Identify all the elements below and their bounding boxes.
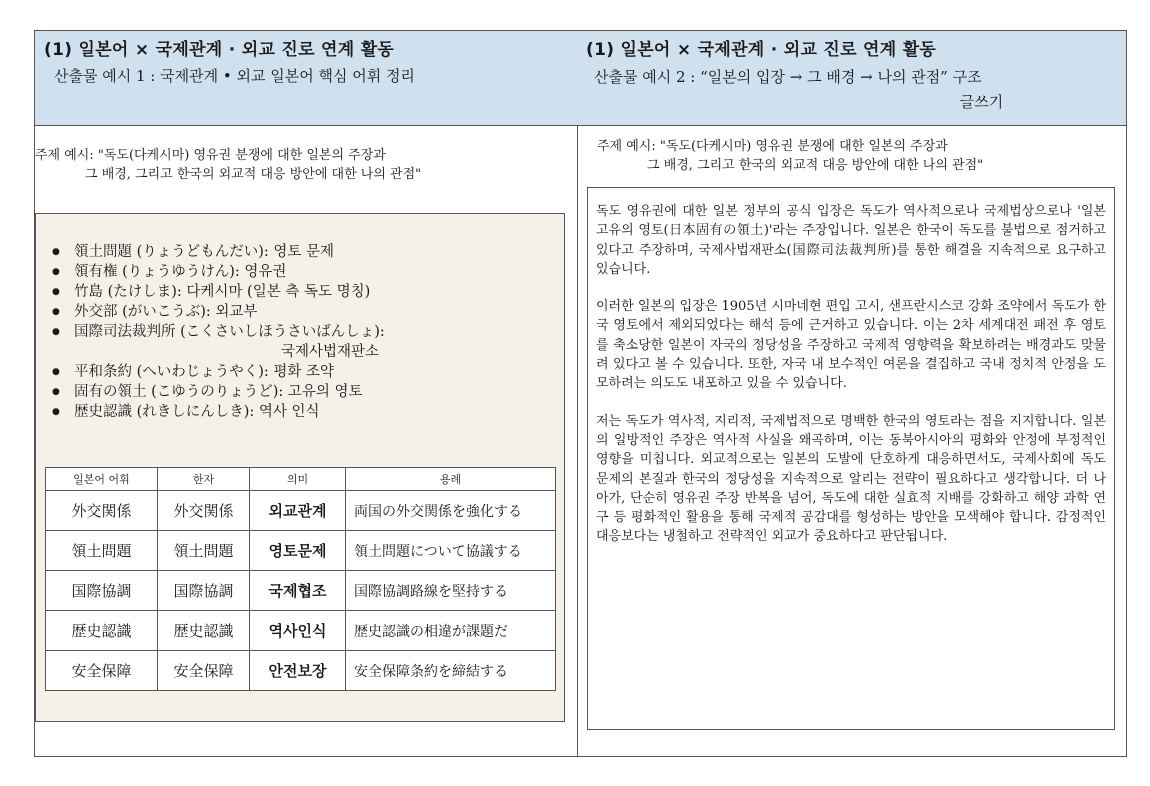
vocab-item: ● 固有の領土 (こゆうのりょうど): 고유의 영토 (52, 382, 385, 402)
table-row (46, 531, 556, 571)
right-column (577, 31, 1126, 756)
table-cell: 안전보장 (250, 651, 346, 691)
table-header-cell: 한자 (158, 468, 250, 491)
table-cell: 安全保障 (46, 651, 158, 691)
right-subtitle (594, 65, 1119, 115)
right-topic-line1: 주제 예시: "독도(다케시마) 영유권 분쟁에 대한 일본의 주장과 (597, 139, 948, 154)
table-cell: 国際協調 (46, 571, 158, 611)
table-header-row (46, 468, 556, 491)
table-row (46, 491, 556, 531)
table-cell: 安全保障条約を締結する (346, 651, 556, 691)
content-frame (34, 30, 1127, 757)
table-cell: 국제협조 (250, 571, 346, 611)
left-topic-line1: 주제 예시: "독도(다케시마) 영유권 분쟁에 대한 일본의 주장과 (35, 148, 386, 163)
right-title: (1) 일본어 × 국제관계 · 외교 진로 연계 활동 (586, 40, 937, 60)
left-column (35, 31, 578, 756)
table-cell: 安全保障 (158, 651, 250, 691)
right-subtitle-line1: 산출물 예시 2 : “일본의 입장 → 그 배경 → 나의 관점” 구조 (594, 68, 982, 86)
vocab-table (45, 467, 556, 691)
vocab-list (52, 242, 385, 422)
vocab-item: ● 平和条約 (へいわじょうやく): 평화 조약 (52, 362, 385, 382)
table-cell: 領土問題について協議する (346, 531, 556, 571)
table-cell: 国際協調路線を堅持する (346, 571, 556, 611)
essay-paragraph: 이러한 일본의 입장은 1905년 시마네현 편입 고시, 샌프란시스코 강화 조약에서 독도가 한국 영토에서 제외되었다는 해석 등에 근거하고 있습니다. 이는 2차 세계대전 패전 후 영토를 축소당한 일본이 자국의 정당성을 주장하고 국제적 영향력을 확보하려는 배경과도 맞물려 있다고 볼 수 있습니다. 또한, 자국 내 보수적인 여론을 결집하고 국내 정치적 안정을 도모하려는 의도도 내포하고 있을 수 있습니다. (596, 299, 1106, 392)
right-header (577, 31, 1126, 126)
vocab-box (35, 213, 565, 722)
table-header-cell: 일본어 어휘 (46, 468, 158, 491)
table-header-cell: 의미 (250, 468, 346, 491)
right-topic (597, 137, 983, 175)
table-cell: 歴史認識の相違が課題だ (346, 611, 556, 651)
essay-paragraph: 저는 독도가 역사적, 지리적, 국제법적으로 명백한 한국의 영토라는 점을 지지합니다. 일본의 일방적인 주장은 역사적 사실을 왜곡하며, 이는 동북아시아의 평화와 안정에 부정적인 영향을 미칩니다. 외교적으로는 일본의 도발에 단호하게 대응하면서도, 국제사회에 독도 문제의 본질과 한국의 정당성을 지속적으로 알리는 전략이 필요하다고 생각합니다. 더 나아가, 단순히 영유권 주장 반복을 넘어, 독도에 대한 실효적 지배를 강화하고 해양 과학 연구 등 평화적인 활용을 통해 국제적 공감대를 형성하는 방안을 모색해야 합니다. 감정적인 대응보다는 냉철하고 전략적인 외교가 중요하다고 판단됩니다. (596, 413, 1106, 545)
table-cell: 영토문제 (250, 531, 346, 571)
vocab-item-continuation: 국제사법재판소 (281, 344, 380, 360)
table-cell: 両国の外交関係を強化する (346, 491, 556, 531)
table-cell: 外交関係 (158, 491, 250, 531)
vocab-item: ● 領土問題 (りょうどもんだい): 영토 문제 (52, 242, 385, 262)
table-header-cell: 용례 (346, 468, 556, 491)
table-cell: 国際協調 (158, 571, 250, 611)
right-topic-line2: 그 배경, 그리고 한국의 외교적 대응 방안에 대한 나의 관점" (647, 158, 984, 173)
essay-box (587, 187, 1115, 730)
vocab-item: ● 外交部 (がいこうぶ): 외교부 (52, 302, 385, 322)
right-subtitle-line2: 글쓰기 (959, 93, 1004, 111)
left-subtitle: 산출물 예시 1 : 국제관계 • 외교 일본어 핵심 어휘 정리 (54, 67, 415, 85)
table-row (46, 611, 556, 651)
left-header (35, 31, 577, 126)
table-cell: 歴史認識 (158, 611, 250, 651)
table-row (46, 571, 556, 611)
vocab-item (52, 322, 385, 362)
table-cell: 역사인식 (250, 611, 346, 651)
table-cell: 歴史認識 (46, 611, 158, 651)
left-title: (1) 일본어 × 국제관계 · 외교 진로 연계 활동 (44, 40, 395, 60)
table-cell: 領土問題 (158, 531, 250, 571)
vocab-item: ● 歴史認識 (れきしにんしき): 역사 인식 (52, 402, 385, 422)
essay-paragraph: 독도 영유권에 대한 일본 정부의 공식 입장은 독도가 역사적으로나 국제법상으로나 '일본 고유의 영토(日本固有の領土)'라는 주장입니다. 일본은 한국이 독도를 불법으로 점거하고 있다고 주장하며, 국제사법재판소(国際司法裁判所)를 통한 해결을 지속적으로 요구하고 있습니다. (596, 204, 1106, 277)
vocab-item: ● 領有権 (りょうゆうけん): 영유권 (52, 262, 385, 282)
vocab-item: ● 竹島 (たけしま): 다케시마 (일본 측 독도 명칭) (52, 282, 385, 302)
table-cell: 외교관계 (250, 491, 346, 531)
table-cell: 領土問題 (46, 531, 158, 571)
left-topic-line2: 그 배경, 그리고 한국의 외교적 대응 방안에 대한 나의 관점" (85, 167, 422, 182)
vocab-item-text: 国際司法裁判所 (こくさいしほうさいばんしょ): (74, 324, 385, 340)
table-cell: 外交関係 (46, 491, 158, 531)
table-row (46, 651, 556, 691)
left-topic (35, 146, 421, 184)
